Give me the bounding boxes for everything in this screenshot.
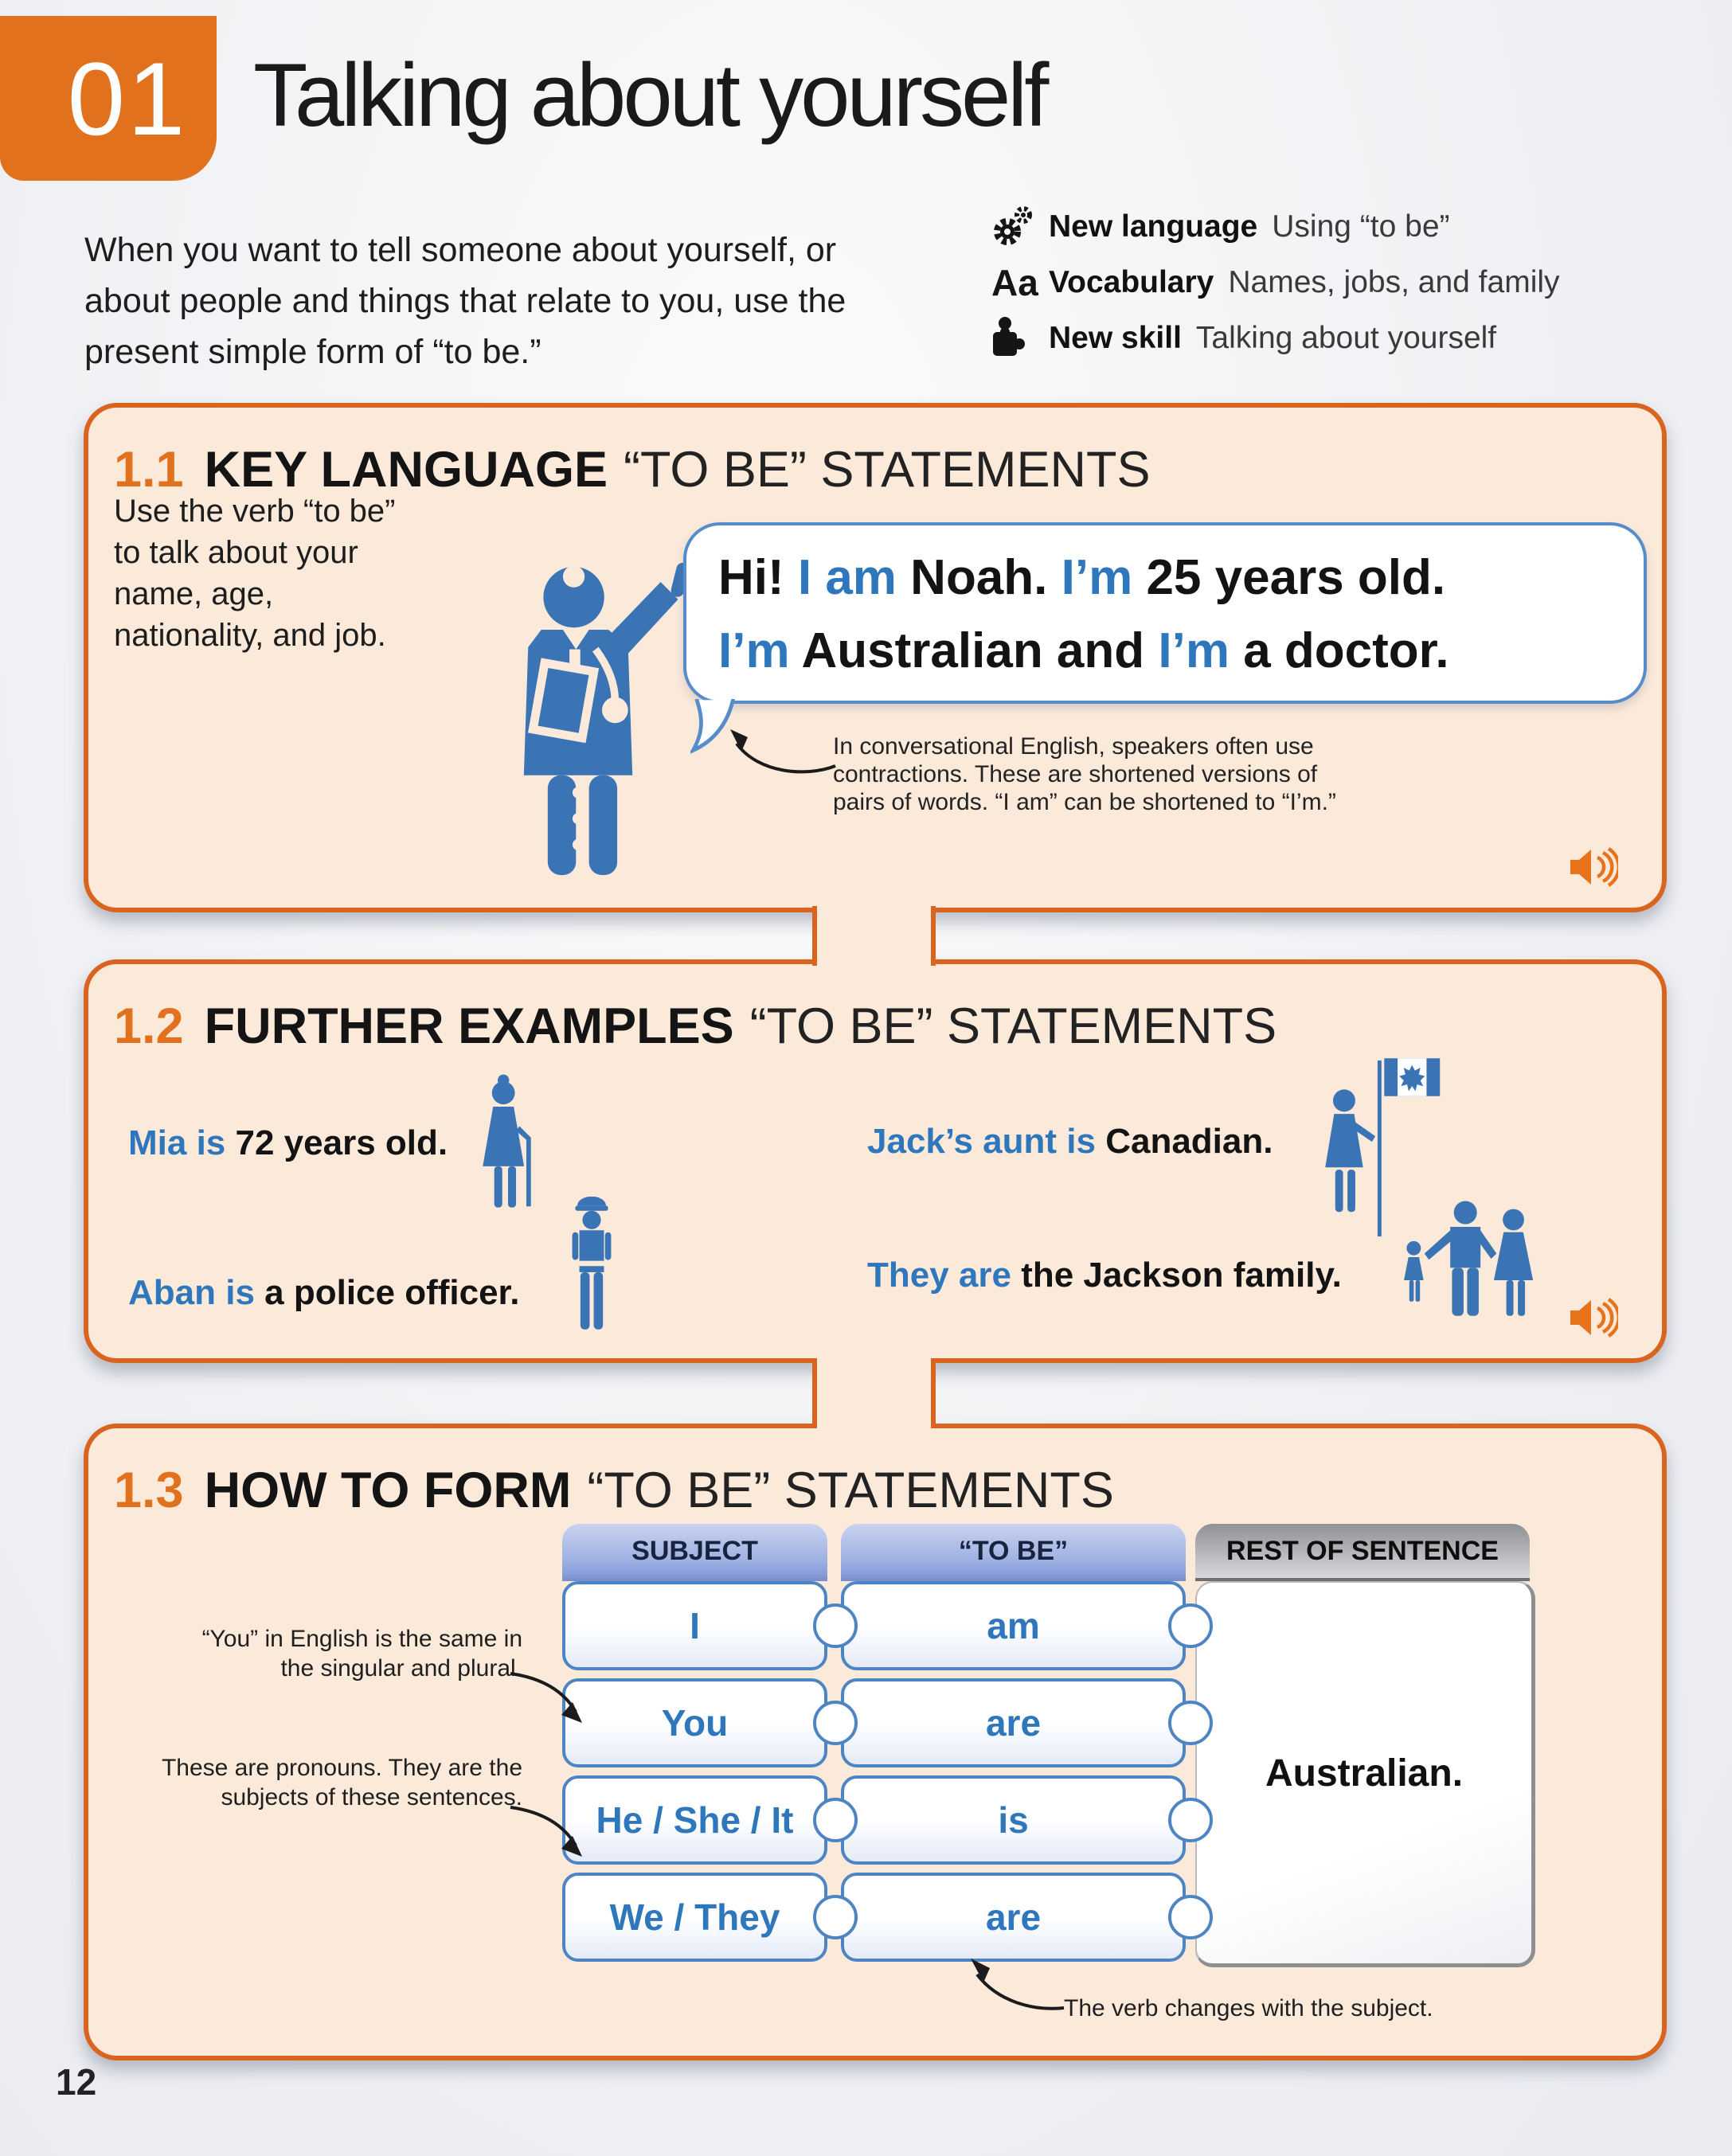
rest-of-sentence-box — [1195, 1581, 1535, 1967]
puzzle-knob — [813, 1603, 858, 1648]
puzzle-person-icon — [991, 317, 1049, 360]
subject-cell: I — [562, 1581, 827, 1670]
speech-segment-highlight: I’m — [718, 623, 790, 678]
speech-segment: Noah. — [896, 550, 1061, 605]
to-be-cell: are — [841, 1678, 1186, 1767]
page-title: Talking about yourself — [253, 45, 1046, 145]
section-title: KEY LANGUAGE — [204, 442, 608, 498]
info-label: New language — [1049, 209, 1258, 244]
you-annotation: “You” in English is the same in the singular and plural. — [201, 1626, 522, 1681]
column-header-rest-of-sentence: REST OF SENTENCE — [1195, 1524, 1530, 1581]
subject-cell: You — [562, 1678, 827, 1767]
info-row-vocabulary — [991, 261, 1708, 303]
unit-number: 01 — [67, 40, 188, 157]
gears-icon — [991, 205, 1049, 248]
example-sentence — [128, 1273, 519, 1313]
page-number: 12 — [56, 2061, 97, 2103]
speech-line-1 — [718, 541, 1612, 615]
unit-number-badge — [0, 16, 217, 181]
example-subject: Jack’s aunt is — [867, 1122, 1096, 1161]
speech-segment: Hi! — [718, 550, 798, 605]
section-number: 1.1 — [114, 442, 184, 498]
example-subject: They are — [867, 1256, 1011, 1295]
family-icon — [1396, 1193, 1547, 1337]
info-row-new-language — [991, 205, 1708, 248]
example-sentence — [867, 1256, 1342, 1295]
section-subtitle: “TO BE” STATEMENTS — [587, 1463, 1114, 1518]
contractions-note: In conversational English, speakers often use contractions. These are shortened versions of pairs of words. “I am” can be shortened to “I’m.” — [833, 733, 1336, 815]
puzzle-knob — [1168, 1701, 1213, 1745]
to-be-cell: are — [841, 1873, 1186, 1962]
puzzle-knob — [1168, 1603, 1213, 1648]
example-rest: the Jackson family. — [1011, 1256, 1342, 1295]
subject-cell: He / She / It — [562, 1775, 827, 1865]
speech-bubble-tail — [690, 699, 741, 758]
panel-1-1-key-language — [84, 403, 1667, 912]
section-title: FURTHER EXAMPLES — [204, 998, 734, 1054]
speech-segment-highlight: I’m — [1158, 623, 1230, 678]
example-rest: Canadian. — [1095, 1122, 1273, 1161]
lesson-info-list — [991, 205, 1708, 359]
audio-speaker-icon — [1569, 847, 1618, 887]
to-be-cell: am — [841, 1581, 1186, 1670]
info-label: New skill — [1049, 320, 1182, 355]
speech-bubble — [683, 522, 1647, 704]
panel-1-2-further-examples — [84, 959, 1667, 1363]
speech-segment: a doctor. — [1229, 623, 1449, 678]
speech-line-2 — [718, 615, 1612, 688]
audio-speaker-icon — [1569, 1298, 1618, 1338]
puzzle-knob — [813, 1895, 858, 1939]
column-header-subject: SUBJECT — [562, 1524, 827, 1581]
annotation-arrow — [509, 1666, 588, 1729]
annotation-arrow — [956, 1957, 1076, 2019]
rest-of-sentence-value: Australian. — [1265, 1752, 1464, 1795]
pronouns-annotation: These are pronouns. They are the subjects of these sentences. — [161, 1755, 522, 1810]
panel-1-3-heading — [114, 1462, 1114, 1519]
example-subject: Aban is — [128, 1273, 255, 1312]
speech-segment-highlight: I’m — [1061, 550, 1133, 605]
info-label: Vocabulary — [1049, 264, 1214, 299]
puzzle-knob — [813, 1798, 858, 1842]
to-be-cell: is — [841, 1775, 1186, 1865]
info-value: Names, jobs, and family — [1228, 264, 1560, 299]
speech-segment: Australian and — [789, 623, 1159, 678]
elderly-woman-icon — [469, 1070, 545, 1237]
section-subtitle: “TO BE” STATEMENTS — [749, 998, 1277, 1054]
example-subject: Mia is — [128, 1123, 226, 1162]
section-number: 1.3 — [114, 1463, 184, 1518]
example-sentence — [867, 1122, 1273, 1162]
annotation-arrow — [724, 725, 843, 790]
section-subtitle: “TO BE” STATEMENTS — [624, 442, 1151, 498]
column-header-to-be: “TO BE” — [841, 1524, 1186, 1581]
panel-connector — [812, 906, 936, 966]
aa-icon: Aa — [991, 261, 1038, 303]
speech-segment-highlight: I am — [797, 550, 897, 605]
info-value: Using “to be” — [1272, 209, 1450, 244]
police-officer-icon — [563, 1197, 620, 1352]
example-sentence — [128, 1123, 448, 1163]
panel-connector — [812, 1358, 936, 1428]
speech-segment: 25 years old. — [1132, 550, 1446, 605]
info-row-new-skill — [991, 317, 1708, 359]
puzzle-knob — [1168, 1895, 1213, 1939]
example-rest: a police officer. — [254, 1273, 520, 1312]
example-rest: 72 years old. — [225, 1123, 448, 1162]
section-number: 1.2 — [114, 998, 184, 1054]
annotation-arrow — [509, 1799, 588, 1863]
subject-cell: We / They — [562, 1873, 827, 1962]
intro-paragraph: When you want to tell someone about yourself, or about people and things that relate to you, use the present simple form of “to be.” — [84, 231, 846, 371]
panel-1-2-heading — [114, 998, 1277, 1055]
info-value: Talking about yourself — [1195, 320, 1497, 355]
side-note: Use the verb “to be” to talk about your name, age, nationality, and job. — [114, 494, 396, 653]
puzzle-knob — [1168, 1798, 1213, 1842]
panel-1-3-how-to-form — [84, 1424, 1667, 2060]
verb-annotation: The verb changes with the subject. — [1064, 1995, 1433, 2021]
puzzle-knob — [813, 1701, 858, 1745]
section-title: HOW TO FORM — [204, 1463, 572, 1518]
